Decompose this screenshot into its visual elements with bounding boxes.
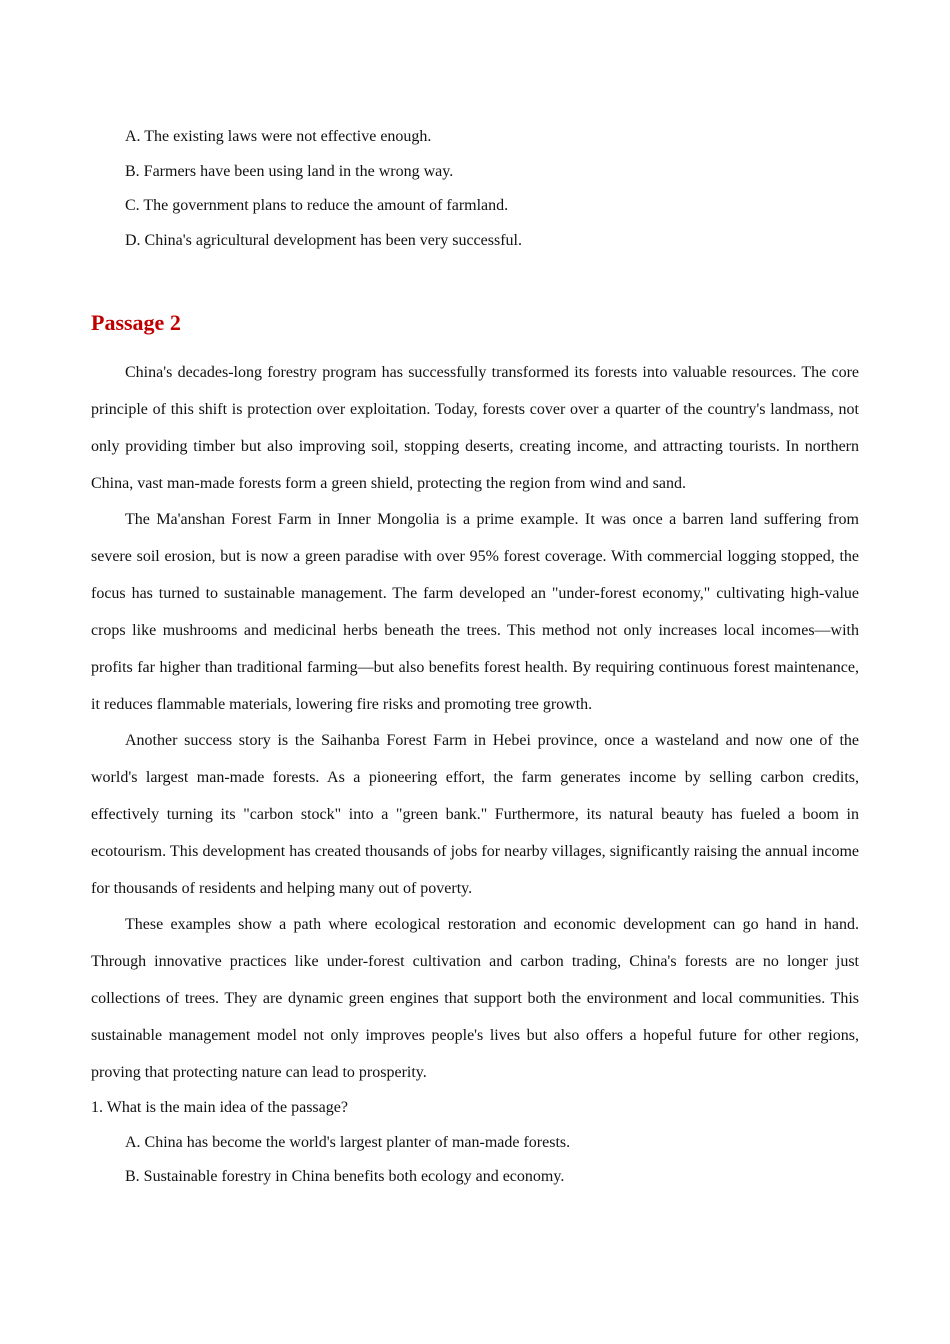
passage-paragraph-4: These examples show a path where ecological restoration and economic development can go hand in hand. Through innovative practices like under-forest cultivation and carbon trading, China's forests are no longer just collections of trees. They are dynamic green engines that support both the environment and local communities. This sustainable management model not only improves people's lives but also offers a hopeful future for other regions, proving that protecting nature can lead to prosperity. <box>91 916 859 1082</box>
question-1-stem: 1. What is the main idea of the passage? <box>91 1099 348 1116</box>
question-1-option-b: B. Sustainable forestry in China benefits both ecology and economy. <box>125 1168 565 1185</box>
prev-question-option-a: A. The existing laws were not effective enough. <box>125 128 432 145</box>
passage-paragraph-2: The Ma'anshan Forest Farm in Inner Mongolia is a prime example. It was once a barren land suffering from severe soil erosion, but is now a green paradise with over 95% forest coverage. With commercial logging stopped, the focus has turned to sustainable management. The farm developed an "under-forest economy," cultivating high-value crops like mushrooms and medicinal herbs beneath the trees. This method not only increases local incomes—with profits far higher than traditional farming—but also benefits forest health. By requiring continuous forest maintenance, it reduces flammable materials, lowering fire risks and promoting tree growth. <box>91 511 859 714</box>
prev-question-option-c: C. The government plans to reduce the amount of farmland. <box>125 197 509 214</box>
question-1-option-a: A. China has become the world's largest planter of man-made forests. <box>125 1134 571 1151</box>
passage-paragraph-1: China's decades-long forestry program has successfully transformed its forests into valuable resources. The core principle of this shift is protection over exploitation. Today, forests cover over a quarter of the country's landmass, not only providing timber but also improving soil, stopping deserts, creating income, and attracting tourists. In northern China, vast man-made forests form a green shield, protecting the region from wind and sand. <box>91 364 859 493</box>
passage-title: Passage 2 <box>91 310 181 335</box>
passage-paragraph-3: Another success story is the Saihanba Forest Farm in Hebei province, once a wasteland and now one of the world's largest man-made forests. As a pioneering effort, the farm generates income by selling carbon credits, effectively turning its "carbon stock" into a "green bank." Furthermore, its natural beauty has fueled a boom in ecotourism. This development has created thousands of jobs for nearby villages, significantly raising the annual income for thousands of residents and helping many out of poverty. <box>91 732 859 898</box>
prev-question-option-d: D. China's agricultural development has been very successful. <box>125 232 522 249</box>
prev-question-option-b: B. Farmers have been using land in the wrong way. <box>125 163 454 180</box>
